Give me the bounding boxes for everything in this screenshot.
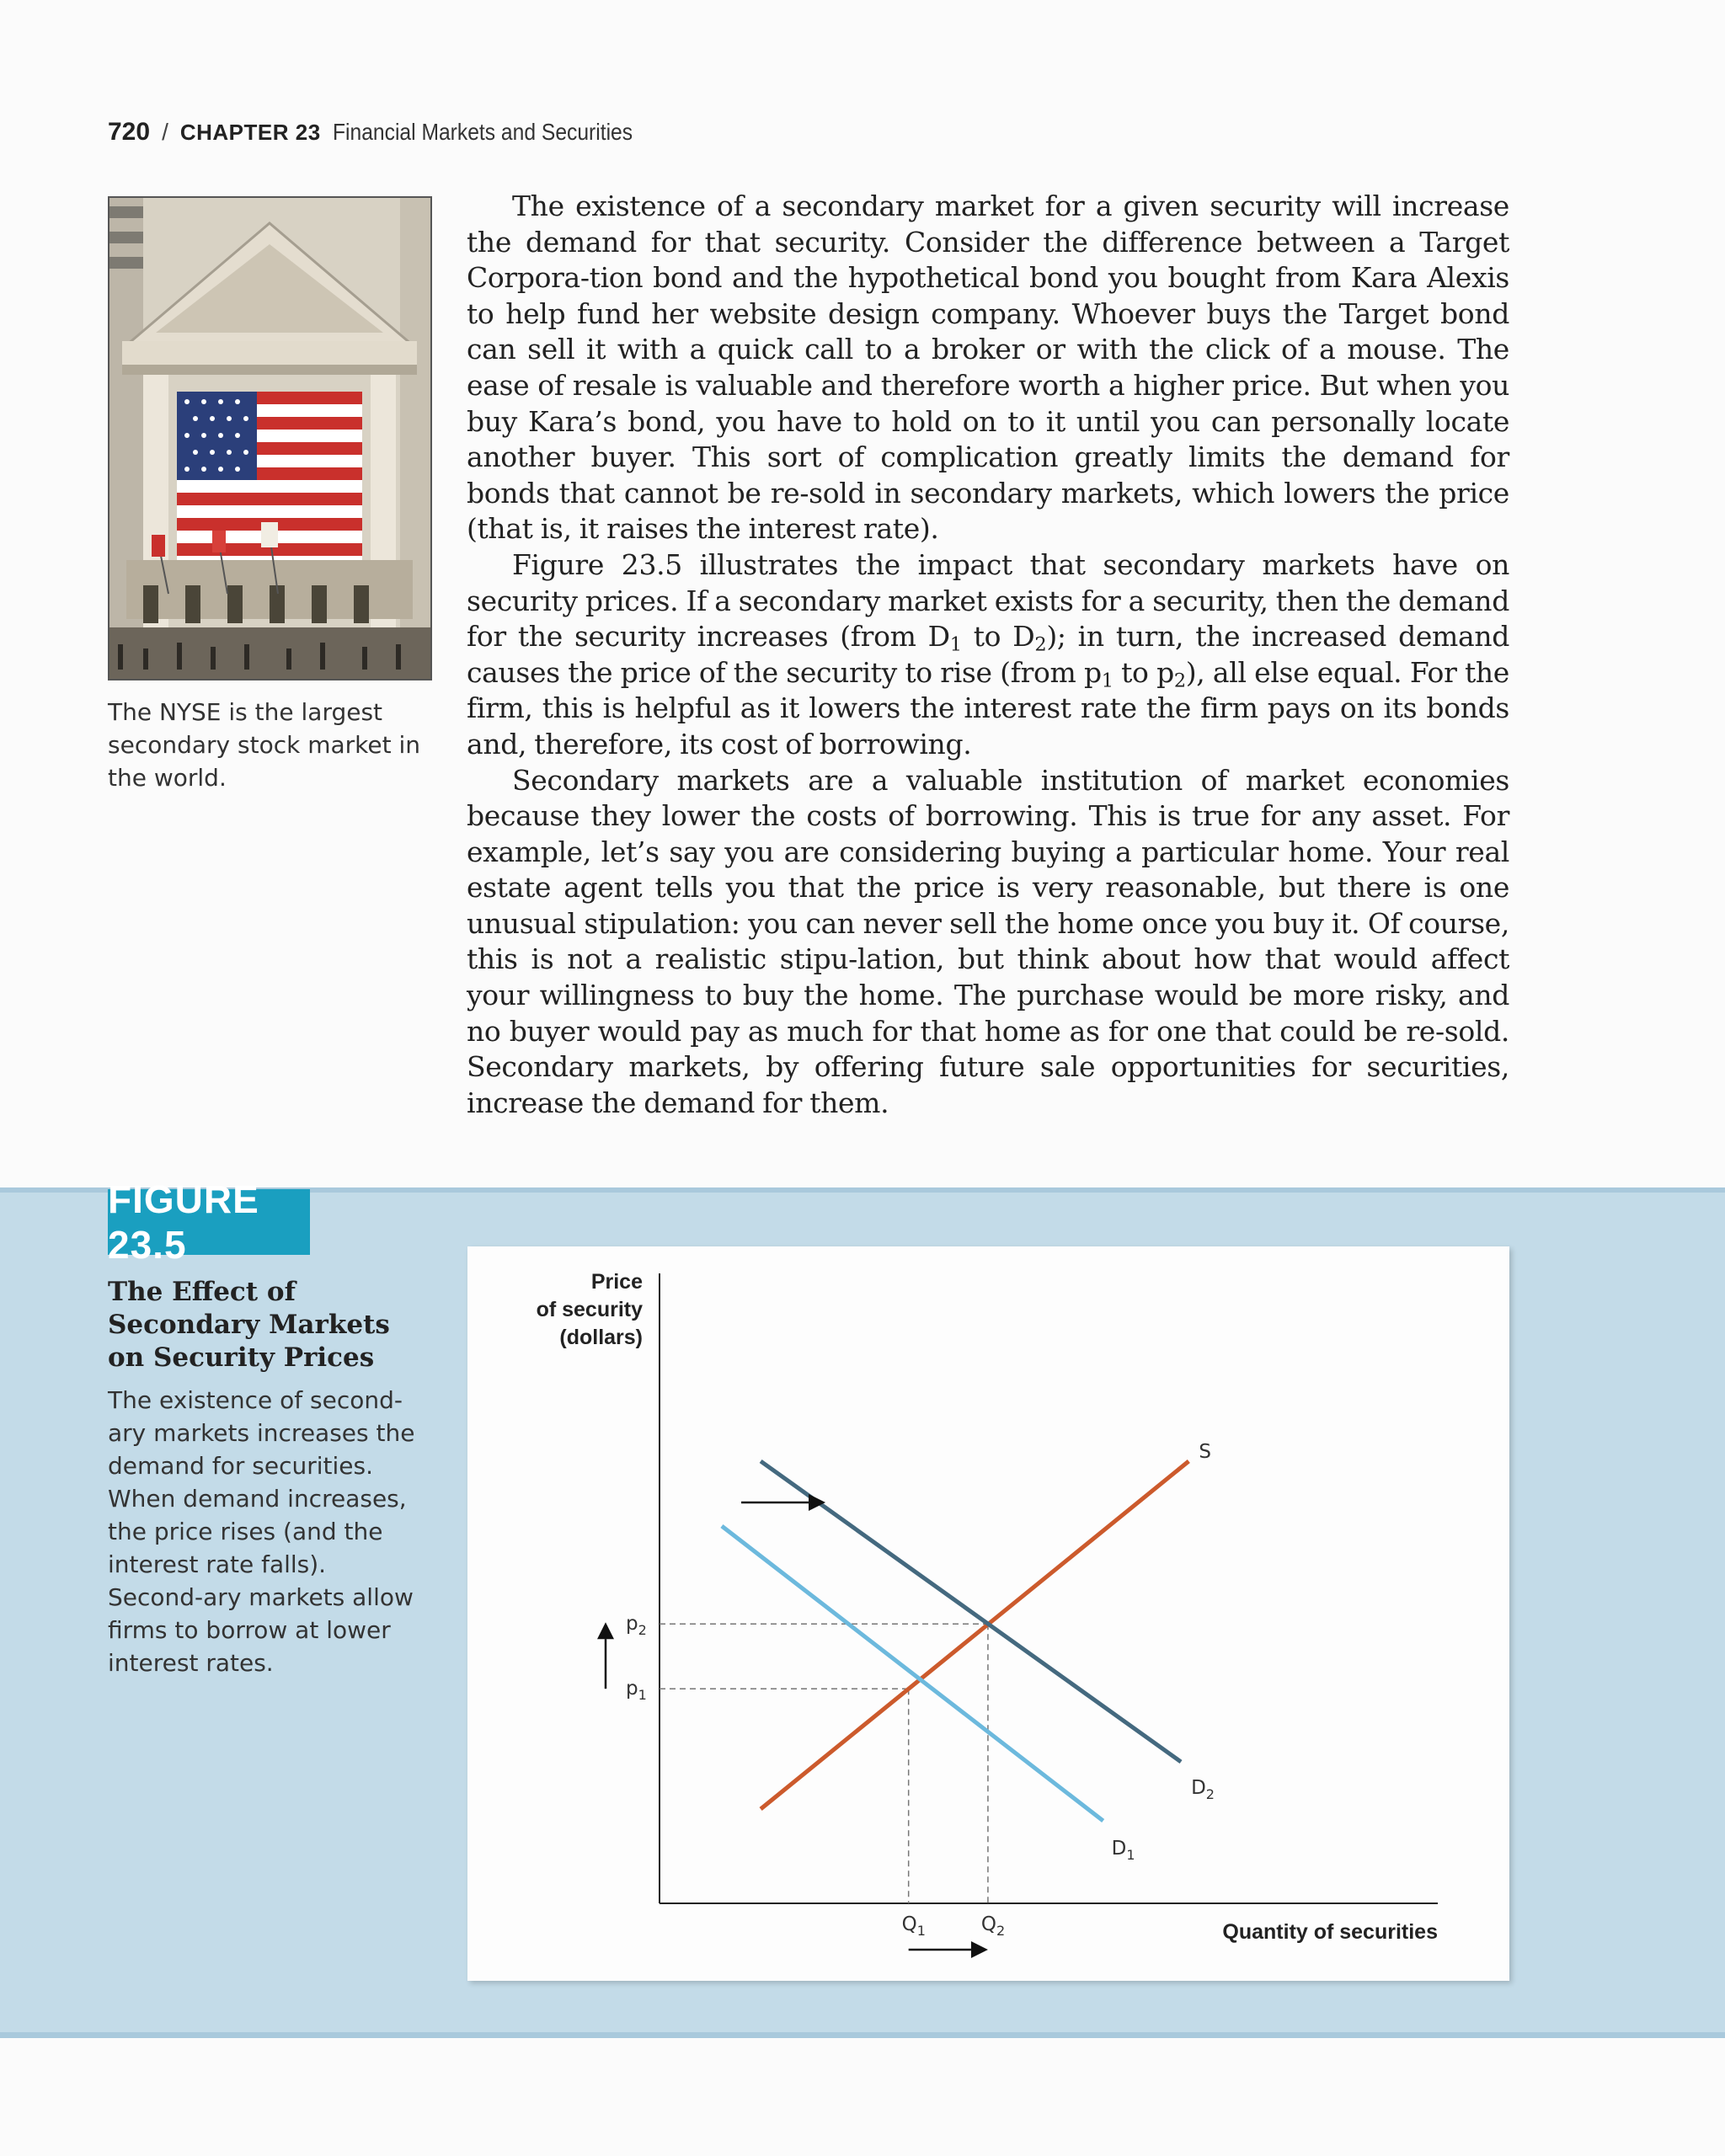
paragraph-1: The existence of a secondary market for a given security will increase the demand for that security. Consider the difference between a Target Corpora-tion bond and the hypothetical bond you bought from Kara Alexis to help fund her website design company. Whoever buys the Target bond can sell it with a quick call to a broker or with the click of a mouse. The ease of resale is valuable and therefore worth a higher price. But when you buy Kara’s bond, you have to hold on to it until you can personally locate another buyer. This sort of complication greatly limits the demand for bonds that cannot be re-sold in secondary markets, which lowers the price (that is, it raises the interest rate). [467, 189, 1509, 546]
nyse-photo-illustration [109, 198, 430, 679]
supply-curve-label: S [1199, 1441, 1211, 1463]
price-rise-arrowhead [597, 1622, 614, 1639]
curve-s [761, 1461, 1188, 1809]
body-text [467, 189, 1509, 1121]
quantity-tick-label: $Q_1$ [901, 1913, 926, 1939]
paragraph-3: Secondary markets are a valuable institution of market economies because they lower the costs of borrowing. This is true for any asset. For example, let’s say you are considering buying a particular home. Your real estate agent tells you that the price is very reasonable, but there is one unusual stipulation: you can never sell the home once you buy it. Of course, this is not a realistic stipu-lation, but think about how that would affect your willingness to buy the home. The purchase would be more risky, and no buyer would pay as much for that home as for one that could be re-sold. Secondary markets, by offering future sale opportunities for securities, increase the demand for them. [467, 763, 1509, 1119]
nyse-photo [108, 196, 432, 680]
chapter-title: Financial Markets and Securities [332, 119, 633, 145]
y-axis-label-line: (dollars) [559, 1326, 643, 1349]
figure-label: FIGURE 23.5 [108, 1189, 310, 1255]
figure-caption: The existence of second-ary markets increases the demand for securities. When demand increases, the price rises (and the interest rate falls). Second-ary markets allow firms to borrow at lower interest rates. [108, 1386, 415, 1677]
demand-shift-arrowhead [809, 1494, 825, 1511]
demand-curve-1-label: $D_1$ [1111, 1838, 1135, 1863]
running-head [108, 118, 673, 152]
x-axis-label: Quantity of securities [1222, 1920, 1438, 1944]
demand-curve-2-label: $D_2$ [1191, 1777, 1215, 1802]
price-tick-label: $p_1$ [626, 1678, 647, 1704]
paragraph-2: Figure 23.5 illustrates the impact that secondary markets have on security prices. If a secondary market exists for a security, then the demand for the security increases (from $D_1$ to $D_2$); in turn, the increased demand causes the price of the security to rise (from $p_1$ to $p_2$), all else equal. For the firm, this is helpful as it lowers the interest rate the firm pays on its bonds and, therefore, its cost of borrowing. [467, 547, 1509, 760]
y-axis-label-line: Price [590, 1270, 643, 1294]
chapter-label: CHAPTER 23 [179, 120, 321, 145]
header-separator: / [162, 119, 168, 145]
page-number: 720 [108, 118, 151, 146]
figure-title: The Effect of Secondary Markets on Security Prices [108, 1277, 390, 1373]
price-tick-label: $p_2$ [626, 1613, 647, 1639]
y-axis-label-line: of security [536, 1298, 643, 1321]
chart-card [467, 1246, 1509, 1981]
supply-demand-chart [467, 1246, 1509, 1981]
photo-caption: The NYSE is the largest secondary stock market in the world. [108, 698, 420, 792]
quantity-tick-label: $Q_2$ [980, 1913, 1006, 1939]
quantity-rise-arrowhead [971, 1941, 988, 1958]
